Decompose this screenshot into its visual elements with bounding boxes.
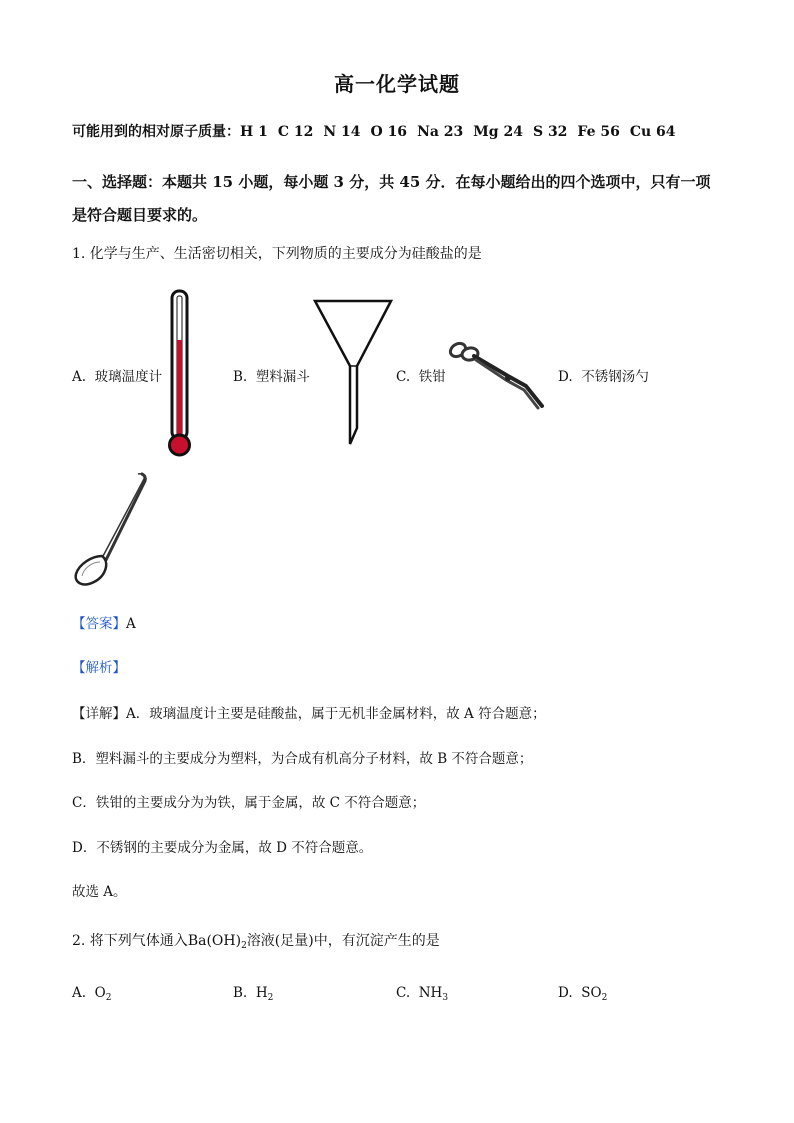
- option-text: 塑料漏斗: [255, 369, 310, 385]
- formula: H: [255, 985, 268, 1001]
- detail-line-c: C．铁钳的主要成分为为铁，属于金属，故 C 不符合题意；: [72, 795, 426, 811]
- q1-option-d: [558, 365, 649, 385]
- option-letter: A.: [72, 369, 87, 385]
- spoon-icon: [72, 470, 152, 590]
- q2-option-d: [558, 985, 607, 1003]
- option-letter: B.: [233, 985, 248, 1001]
- mass-item: H 1: [240, 124, 268, 140]
- q2-reagent: [188, 933, 247, 949]
- atomic-masses-line: [72, 121, 686, 141]
- mass-item: Fe 56: [577, 124, 620, 140]
- option-text: 不锈钢汤勺: [581, 369, 649, 385]
- question-2-stem: [72, 930, 440, 951]
- mass-item: S 32: [532, 124, 568, 140]
- option-letter: D.: [558, 369, 573, 385]
- mass-item: O 16: [370, 124, 408, 140]
- reagent-ba: Ba: [187, 933, 207, 949]
- page-title: 高一化学试题: [334, 72, 460, 96]
- formula-sub: 2: [267, 993, 274, 1003]
- option-letter: D.: [558, 985, 573, 1001]
- funnel-icon: [312, 298, 394, 448]
- q1-option-a: [72, 365, 162, 385]
- q2-option-b: [233, 985, 273, 1003]
- option-letter: A.: [72, 985, 87, 1001]
- detail-line-b: B．塑料漏斗的主要成分为塑料，为合成有机高分子材料，故 B 不符合题意；: [72, 751, 533, 767]
- formula-sub: 2: [601, 993, 608, 1003]
- mass-item: N 14: [323, 124, 361, 140]
- formula-sub: 2: [105, 993, 112, 1003]
- q2-option-c: [396, 985, 448, 1003]
- conclusion: 故选 A。: [72, 884, 127, 900]
- section-heading: 一、选择题：本题共 15 小题，每小题 3 分，共 45 分．在每小题给出的四个选项中，只有一项是符合题目要求的。: [72, 173, 711, 224]
- reagent-sub: 2: [241, 941, 247, 951]
- tongs-icon: [446, 338, 548, 412]
- reagent-oh: (OH): [206, 933, 242, 949]
- formula-sub: 3: [442, 993, 449, 1003]
- q2-stem-suffix: 溶液(足量)中，有沉淀产生的是: [246, 933, 440, 949]
- mass-item: Na 23: [417, 124, 464, 140]
- answer-line: [72, 612, 136, 632]
- q2-option-a: [72, 985, 111, 1003]
- mass-item: Mg 24: [473, 124, 523, 140]
- detail-line-d: D．不锈钢的主要成分为金属，故 D 不符合题意。: [72, 840, 373, 856]
- q2-stem-prefix: 2. 将下列气体通入: [72, 933, 188, 949]
- answer-label: 【答案】: [72, 616, 126, 632]
- option-letter: C.: [396, 369, 411, 385]
- option-text: 铁钳: [418, 369, 446, 385]
- analysis-label: 【解析】: [72, 660, 126, 676]
- formula: SO: [581, 985, 602, 1001]
- detail-text: A．玻璃温度计主要是硅酸盐，属于无机非金属材料，故 A 符合题意；: [126, 706, 546, 722]
- question-1-stem: 1. 化学与生产、生活密切相关，下列物质的主要成分为硅酸盐的是: [72, 246, 482, 262]
- mass-item: Cu 64: [629, 124, 676, 140]
- option-text: 玻璃温度计: [94, 369, 163, 385]
- formula: O: [94, 985, 106, 1001]
- thermometer-icon: [164, 288, 196, 460]
- option-letter: C.: [396, 985, 411, 1001]
- atomic-masses-label: 可能用到的相对原子质量：: [72, 124, 240, 140]
- q1-option-c: [396, 365, 446, 385]
- q1-option-b: [233, 365, 310, 385]
- answer-value: A: [126, 616, 136, 632]
- option-letter: B.: [233, 369, 248, 385]
- detail-line-a: [72, 702, 546, 722]
- detail-label: 【详解】: [72, 706, 126, 722]
- mass-item: C 12: [277, 124, 314, 140]
- formula: NH: [418, 985, 443, 1001]
